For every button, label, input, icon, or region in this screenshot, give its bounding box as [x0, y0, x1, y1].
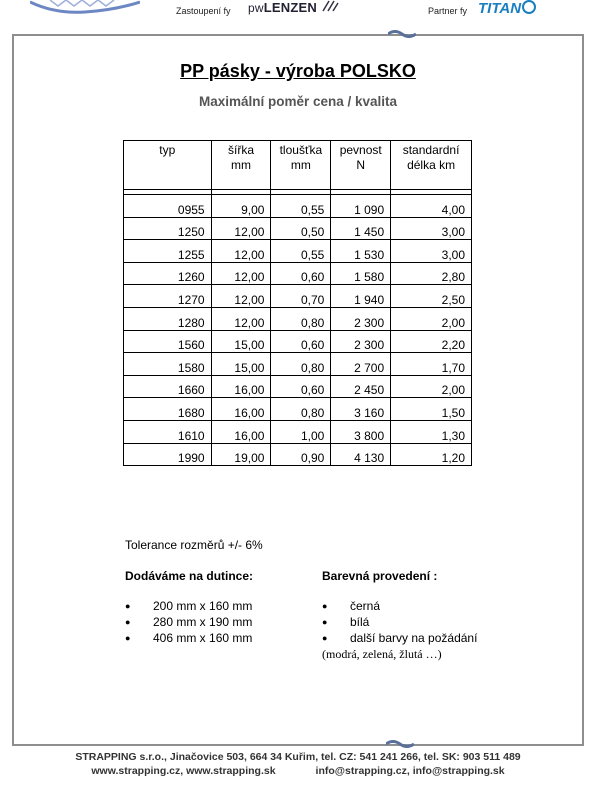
- footer-address: STRAPPING s.r.o., Jinačovice 503, 664 34 Kuřim, tel. CZ: 541 241 266, tel. SK: 903 511 489: [75, 751, 521, 763]
- cell-length: 1,70: [391, 353, 472, 376]
- col-header-length: [391, 141, 472, 190]
- cell-strength: 2 450: [331, 375, 391, 398]
- cell-thickness: 0,70: [271, 285, 331, 308]
- page-subtitle: Maximální poměr cena / kvalita: [198, 94, 398, 109]
- table-body: [124, 190, 472, 466]
- spec-table: [123, 140, 472, 466]
- table-row: [124, 285, 472, 308]
- bullet-icon: ●: [125, 601, 131, 611]
- bullet-icon: ●: [322, 617, 328, 627]
- table-row: [124, 307, 472, 330]
- bullet-icon: ●: [125, 617, 131, 627]
- cell-strength: 1 580: [331, 262, 391, 285]
- table-row: [124, 398, 472, 421]
- table-row: [124, 443, 472, 466]
- lenzen-name: LENZEN: [263, 0, 317, 15]
- cores-list: [125, 598, 252, 646]
- cell-strength: 3 800: [331, 420, 391, 443]
- tolerance-note: Tolerance rozměrů +/- 6%: [125, 538, 263, 552]
- cell-strength: 1 090: [331, 195, 391, 218]
- cell-length: 2,50: [391, 285, 472, 308]
- colors-list: [322, 598, 477, 646]
- cell-thickness: 0,55: [271, 240, 331, 263]
- cell-type: 0955: [124, 195, 212, 218]
- left-rule: [12, 34, 14, 746]
- cell-length: 2,20: [391, 330, 472, 353]
- header-ornament-icon: [388, 29, 416, 39]
- cell-type: 1660: [124, 375, 212, 398]
- header-line: mm: [290, 158, 311, 172]
- cell-type: 1280: [124, 307, 212, 330]
- list-item: [322, 598, 477, 614]
- table-row: [124, 217, 472, 240]
- cell-type: 1270: [124, 285, 212, 308]
- cell-strength: 2 700: [331, 353, 391, 376]
- table-row: [124, 375, 472, 398]
- bullet-icon: ●: [125, 633, 131, 643]
- cell-thickness: 0,90: [271, 443, 331, 466]
- cell-type: 1250: [124, 217, 212, 240]
- list-item-text: další barvy na požádání: [350, 631, 478, 645]
- lenzen-swoosh-icon: [321, 0, 339, 12]
- bullet-icon: ●: [322, 633, 328, 643]
- cell-width: 16,00: [211, 420, 271, 443]
- page-title: PP pásky - výroba POLSKO: [180, 61, 416, 81]
- header-line: mm: [231, 158, 251, 172]
- cell-type: 1260: [124, 262, 212, 285]
- header-line: délka km: [407, 158, 456, 172]
- table-header-row: [124, 141, 472, 190]
- cell-strength: 1 530: [331, 240, 391, 263]
- col-header-strength: [331, 141, 391, 190]
- table-row: [124, 262, 472, 285]
- header-line: N: [356, 158, 366, 172]
- cell-thickness: 0,80: [271, 307, 331, 330]
- cell-thickness: 0,60: [271, 375, 331, 398]
- colors-heading: Barevná provedení :: [322, 569, 438, 583]
- cell-length: 2,80: [391, 262, 472, 285]
- cell-width: 15,00: [211, 330, 271, 353]
- header-line: typ: [159, 143, 176, 157]
- table-row: [124, 195, 472, 218]
- cell-thickness: 0,55: [271, 195, 331, 218]
- footer-contacts: [0, 765, 596, 777]
- col-header-type: [124, 141, 212, 190]
- cell-width: 16,00: [211, 375, 271, 398]
- cell-width: 12,00: [211, 262, 271, 285]
- col-header-width: [211, 141, 271, 190]
- cell-thickness: 0,60: [271, 330, 331, 353]
- list-item-text: 406 mm x 160 mm: [153, 631, 253, 645]
- cell-strength: 2 300: [331, 330, 391, 353]
- colors-note: (modrá, zelená, žlutá …): [322, 647, 442, 661]
- cell-strength: 4 130: [331, 443, 391, 466]
- cell-thickness: 0,80: [271, 398, 331, 421]
- cell-length: 1,50: [391, 398, 472, 421]
- cell-thickness: 0,50: [271, 217, 331, 240]
- table-row: [124, 240, 472, 263]
- list-item-text: černá: [350, 599, 381, 613]
- list-item: [322, 630, 477, 646]
- right-rule: [582, 34, 584, 746]
- cell-length: 4,00: [391, 195, 472, 218]
- header-line: tloušťka: [279, 143, 323, 157]
- list-item-text: 280 mm x 190 mm: [153, 615, 253, 629]
- cell-thickness: 0,60: [271, 262, 331, 285]
- titan-logo: [478, 0, 536, 17]
- cell-strength: 3 160: [331, 398, 391, 421]
- cell-length: 2,00: [391, 375, 472, 398]
- header-line: standardní: [402, 143, 460, 157]
- list-item-text: bílá: [350, 615, 370, 629]
- footer-rule: [12, 744, 584, 746]
- cell-length: 1,30: [391, 420, 472, 443]
- company-logo: [30, 0, 140, 14]
- cell-type: 1680: [124, 398, 212, 421]
- list-item-text: 200 mm x 160 mm: [153, 599, 253, 613]
- cell-width: 9,00: [211, 195, 271, 218]
- footer-email-link[interactable]: info@strapping.cz, info@strapping.sk: [315, 765, 505, 777]
- titan-name: TITAN: [478, 0, 522, 17]
- cell-length: 3,00: [391, 240, 472, 263]
- table-row: [124, 420, 472, 443]
- table-row: [124, 330, 472, 353]
- list-item: [322, 614, 477, 630]
- list-item: [125, 614, 252, 630]
- cell-width: 12,00: [211, 240, 271, 263]
- footer-web-link[interactable]: www.strapping.cz, www.strapping.sk: [91, 765, 276, 777]
- cell-width: 12,00: [211, 285, 271, 308]
- cell-width: 15,00: [211, 353, 271, 376]
- cell-strength: 1 940: [331, 285, 391, 308]
- header-line: pevnost: [339, 143, 382, 157]
- list-item: [125, 598, 252, 614]
- table-row: [124, 353, 472, 376]
- cell-width: 16,00: [211, 398, 271, 421]
- col-header-thickness: [271, 141, 331, 190]
- lenzen-logo: [248, 0, 339, 15]
- partner-label: Partner fy: [428, 6, 468, 16]
- cell-width: 12,00: [211, 217, 271, 240]
- cell-thickness: 1,00: [271, 420, 331, 443]
- represented-label: Zastoupení fy: [176, 6, 231, 16]
- header-line: šířka: [228, 143, 255, 157]
- cell-type: 1610: [124, 420, 212, 443]
- cell-thickness: 0,80: [271, 353, 331, 376]
- cores-heading: Dodáváme na dutince:: [125, 569, 254, 583]
- cell-strength: 2 300: [331, 307, 391, 330]
- cell-width: 19,00: [211, 443, 271, 466]
- list-item: [125, 630, 252, 646]
- cell-width: 12,00: [211, 307, 271, 330]
- header-rule: [12, 34, 584, 36]
- bullet-icon: ●: [322, 601, 328, 611]
- cell-length: 3,00: [391, 217, 472, 240]
- cell-type: 1255: [124, 240, 212, 263]
- titan-mark-icon: [522, 0, 536, 14]
- lenzen-prefix: pw: [248, 1, 264, 15]
- cell-length: 1,20: [391, 443, 472, 466]
- cell-type: 1580: [124, 353, 212, 376]
- cell-strength: 1 450: [331, 217, 391, 240]
- cell-type: 1990: [124, 443, 212, 466]
- footer-ornament-icon: [386, 739, 414, 749]
- cell-length: 2,00: [391, 307, 472, 330]
- cell-type: 1560: [124, 330, 212, 353]
